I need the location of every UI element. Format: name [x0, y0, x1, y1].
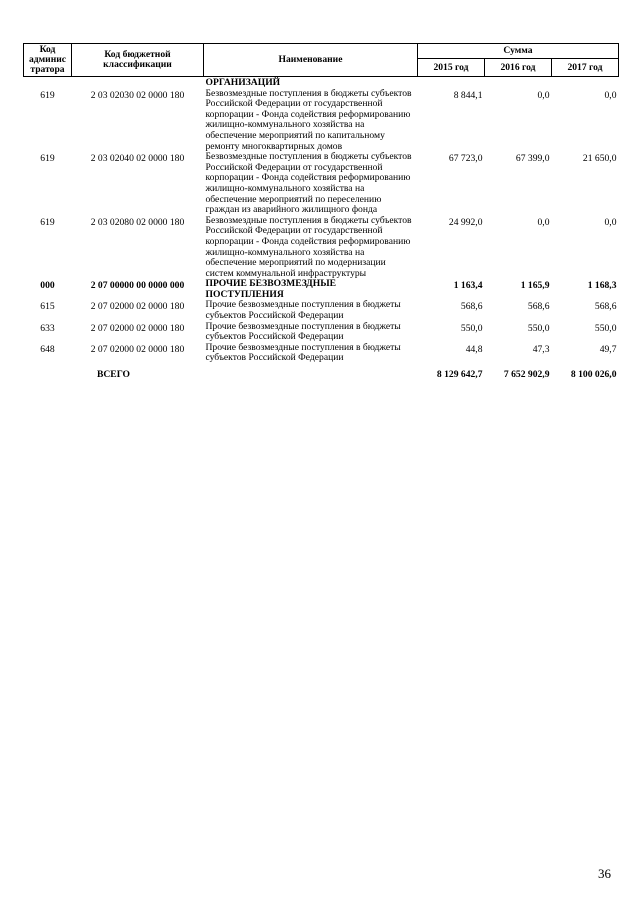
value-2015-cell: 24 992,0	[448, 216, 483, 228]
budget-code-cell: 2 07 02000 02 0000 180	[90, 322, 185, 334]
page-number: 36	[598, 866, 611, 881]
name-cell: Прочие безвозмездные поступления в бюджеты субъектов Российской Федерации	[205, 341, 401, 364]
budget-code-cell: 2 03 02040 02 0000 180	[90, 153, 185, 165]
value-2016-cell: 67 399,0	[515, 153, 550, 165]
name-cell: ПРОЧИЕ БЕЗВОЗМЕЗДНЫЕ ПОСТУПЛЕНИЯ	[205, 278, 337, 300]
value-2016-cell: 47,3	[532, 343, 550, 355]
value-2015-cell: 8 844,1	[453, 89, 483, 101]
admin-code-cell: 633	[40, 322, 55, 334]
value-2017-cell: 568,6	[594, 301, 617, 313]
value-2017-cell: 0,0	[604, 89, 617, 101]
value-2016-cell: 568,6	[527, 301, 550, 313]
carry-over-heading: ОРГАНИЗАЦИЙ	[205, 77, 281, 88]
value-2017-cell: 0,0	[604, 216, 617, 228]
year-2017-header: 2017 год	[552, 59, 619, 77]
value-2017-cell: 21 650,0	[582, 153, 617, 165]
total-label: ВСЕГО	[96, 369, 131, 381]
value-2017-cell: 49,7	[599, 343, 617, 355]
year-2016-header: 2016 год	[485, 59, 552, 77]
value-2017-cell: 1 168,3	[587, 280, 617, 292]
total-2015: 8 129 642,7	[436, 369, 483, 381]
table-row	[24, 216, 619, 280]
value-2016-cell: 550,0	[527, 322, 550, 334]
name-header: Наименование	[204, 44, 418, 77]
name-cell: Безвозмездные поступления в бюджеты субъектов Российской Федерации от государственной корпорации - Фонда содействия реформированию жилищно-коммунального хозяйства на обеспечение мероприятий по модернизации систем коммунальной инфраструктуры	[205, 214, 412, 279]
value-2016-cell: 0,0	[537, 216, 550, 228]
budget-code-cell: 2 03 02080 02 0000 180	[90, 216, 185, 228]
value-2015-cell: 550,0	[460, 322, 483, 334]
total-2016: 7 652 902,9	[503, 369, 550, 381]
budget-code-header: Код бюджетной классификации	[72, 44, 204, 77]
budget-code-cell: 2 07 02000 02 0000 180	[90, 343, 185, 355]
value-2015-cell: 1 163,4	[453, 280, 483, 292]
value-2016-cell: 0,0	[537, 89, 550, 101]
table-row	[24, 322, 619, 343]
sum-header: Сумма	[418, 44, 619, 59]
budget-code-cell: 2 03 02030 02 0000 180	[90, 89, 185, 101]
admin-code-cell: 619	[40, 89, 55, 101]
table-body	[24, 77, 619, 365]
admin-code-cell: 000	[40, 280, 55, 292]
table-row	[24, 343, 619, 364]
name-cell: Безвозмездные поступления в бюджеты субъектов Российской Федерации от государственной корпорации - Фонда содействия реформированию жилищно-коммунального хозяйства на обеспечение мероприятий по переселению граждан из аварийного жилищного фонда	[205, 151, 412, 216]
budget-code-cell: 2 07 00000 00 0000 000	[90, 280, 185, 292]
table-row	[24, 152, 619, 216]
total-row	[24, 364, 619, 381]
admin-code-cell: 615	[40, 301, 55, 313]
table-row	[24, 279, 619, 300]
value-2015-cell: 44,8	[465, 343, 483, 355]
admin-code-cell: 619	[40, 153, 55, 165]
admin-code-cell: 619	[40, 216, 55, 228]
value-2016-cell: 1 165,9	[520, 280, 550, 292]
value-2017-cell: 550,0	[594, 322, 617, 334]
name-cell: Прочие безвозмездные поступления в бюджеты субъектов Российской Федерации	[205, 299, 401, 322]
admin-code-header: Код админис тратора	[24, 44, 72, 77]
admin-code-cell: 648	[40, 343, 55, 355]
value-2015-cell: 568,6	[460, 301, 483, 313]
name-cell: Прочие безвозмездные поступления в бюджеты субъектов Российской Федерации	[205, 320, 401, 343]
year-2015-header: 2015 год	[418, 59, 485, 77]
name-cell: Безвозмездные поступления в бюджеты субъектов Российской Федерации от государственной корпорации - Фонда содействия реформированию жилищно-коммунального хозяйства на обеспечение мероприятий по капитальному ремонту многоквартирных домов	[205, 87, 412, 152]
table-header	[24, 44, 619, 77]
table-row	[24, 300, 619, 321]
total-2017: 8 100 026,0	[570, 369, 617, 381]
budget-revenue-table	[23, 43, 619, 381]
budget-code-cell: 2 07 02000 02 0000 180	[90, 301, 185, 313]
table-row	[24, 89, 619, 153]
value-2015-cell: 67 723,0	[448, 153, 483, 165]
carry-over-heading-row	[24, 77, 619, 89]
table-total	[24, 364, 619, 381]
